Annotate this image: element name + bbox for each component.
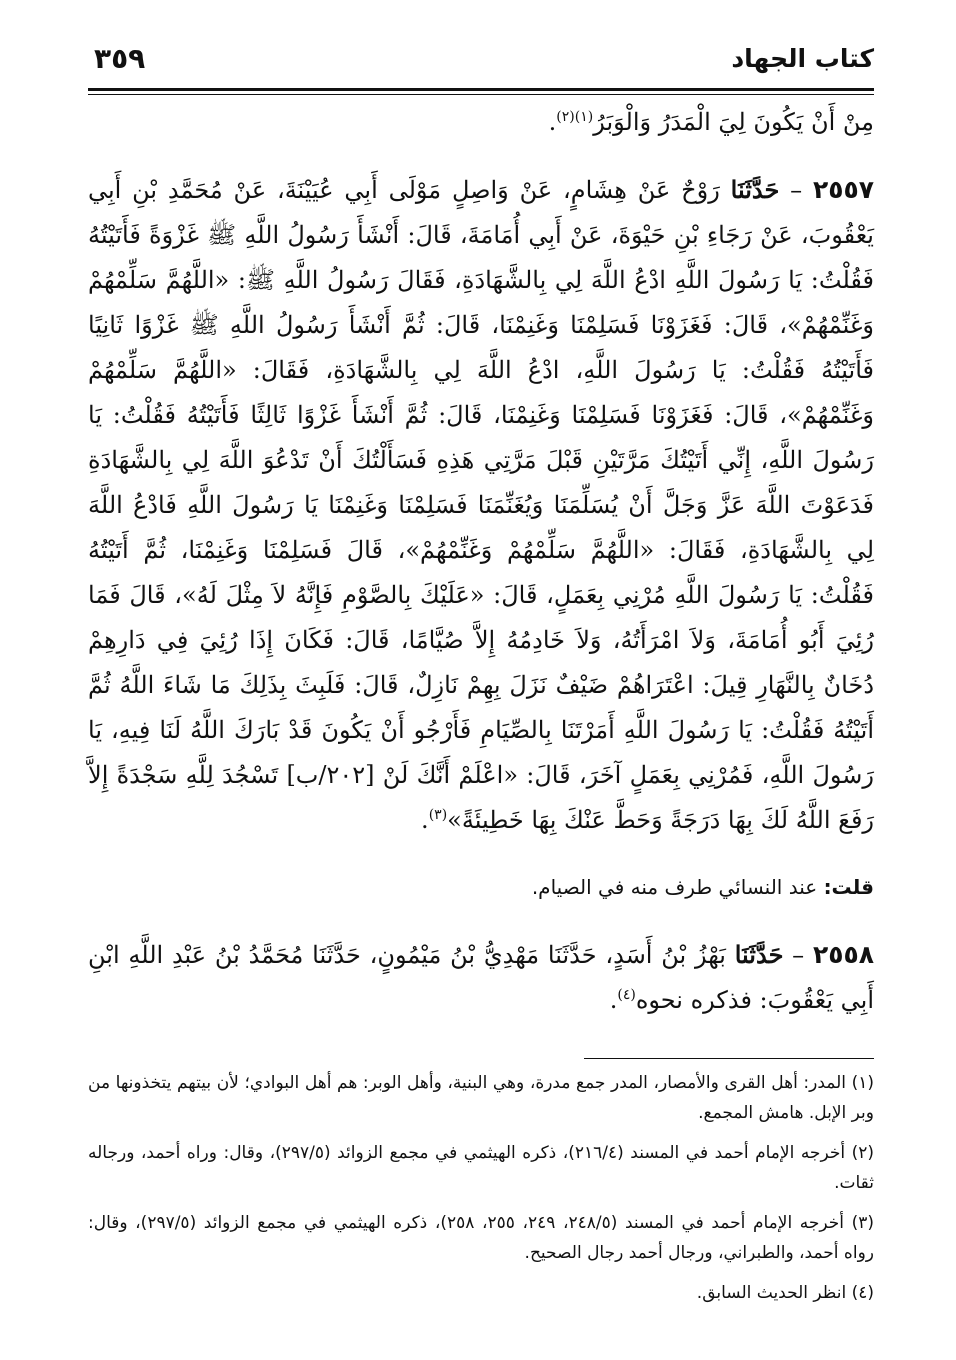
header-rule-thin [88,94,874,95]
main-text [88,100,874,1045]
book-title: كتاب الجهاد [731,44,874,73]
note-label: قلت: [823,875,874,899]
note-text: عند النسائي طرف منه في الصيام. [531,875,818,899]
intro-end: . [548,108,557,136]
footnote-text: المدر: أهل القرى والأمصار، المدر جمع مدرة، وهي البنية، وأهل الوبر: هم أهل البوادي؛ لأن بيتهم يتخذونها من وبر الإبل. هامش المجمع. [88,1073,874,1123]
hadith-end: . [421,806,429,834]
hadith-2558 [88,932,874,1023]
hadith-number: ٢٥٥٨ [812,940,874,969]
page-number: ٣٥٩ [94,42,146,75]
intro-text: مِنْ أَنْ يَكُونَ لِيَ الْمَدَرُ وَالْوَبَرُ [593,108,874,136]
footnote-number: (٢) [851,1143,874,1163]
editor-note [88,865,874,910]
hadith-2557 [88,167,874,843]
hadith-text: بَهْزُ بْنُ أَسَدٍ، حَدَّثَنَا مَهْدِيُّ بْنُ مَيْمُونٍ، حَدَّثَنَا مُحَمَّدُ بْنُ عَبْدِ اللَّهِ ابْنِ أَبِي يَعْقُوبَ: فذكره نحوه [88,941,874,1014]
footnote-ref: (٣) [428,807,448,823]
footnote-text: أخرجه الإمام أحمد في المسند (٢١٦/٤)، ذكره الهيثمي في مجمع الزوائد (٢٩٧/٥)، وقال: وراه أحمد، ورجاله ثقات. [88,1143,874,1193]
page-header [88,44,874,88]
hadith-text: رَوْحٌ عَنْ هِشَامٍ، عَنْ وَاصِلٍ مَوْلَى أَبِي عُيَيْنَةَ، عَنْ مُحَمَّدِ بْنِ أَبِي يَعْقُوبَ، عَنْ رَجَاءِ بْنِ حَيْوَةَ، عَنْ أَبِي أُمَامَةَ، قَالَ: أَنْشَأَ رَسُولُ اللَّهِ ﷺ غَزْوَةً فَأَتَيْتُهُ فَقُلْتُ: يَا رَسُولَ اللَّهِ ادْعُ اللَّهَ لِي بِالشَّهَادَةِ، فَقَالَ رَسُولُ اللَّهِ ﷺ: «اللَّهُمَّ سَلِّمْهُمْ وَغَنِّمْهُمْ»، قَالَ: فَغَزَوْنَا فَسَلِمْنَا وَغَنِمْنَا، قَالَ: ثُمَّ أَنْشَأَ رَسُولُ اللَّهِ ﷺ غَزْوًا ثَانِيًا فَأَتَيْتُهُ فَقُلْتُ: يَا رَسُولَ اللَّهِ، ادْعُ اللَّهَ لِي بِالشَّهَادَةِ، فَقَالَ: «اللَّهُمَّ سَلِّمْهُمْ وَغَنِّمْهُمْ»، قَالَ: فَغَزَوْنَا فَسَلِمْنَا وَغَنِمْنَا، قَالَ: ثُمَّ أَنْشَأَ غَزْوًا ثَالِثًا فَأَتَيْتُهُ فَقُلْتُ: يَا رَسُولَ اللَّهِ، إِنِّي أَتَيْتُكَ مَرَّتَيْنِ قَبْلَ مَرَّتِي هَذِهِ فَسَأَلْتُكَ أَنْ تَدْعُوَ اللَّهَ لِي بِالشَّهَادَةِ فَدَعَوْتَ اللَّهَ عَزَّ وَجَلَّ أَنْ يُسَلِّمَنَا وَيُغَنِّمَنَا فَسَلِمْنَا وَغَنِمْنَا يَا رَسُولَ اللَّهِ فَادْعُ اللَّهَ لِي بِالشَّهَادَةِ، فَقَالَ: «اللَّهُمَّ سَلِّمْهُمْ وَغَنِّمْهُمْ»، قَالَ فَسَلِمْنَا وَغَنِمْنَا، ثُمَّ أَتَيْتُهُ فَقُلْتُ: يَا رَسُولَ اللَّهِ مُرْنِي بِعَمَلٍ، قَالَ: «عَلَيْكَ بِالصَّوْمِ فَإِنَّهُ لاَ مِثْلَ لَهُ»، قَالَ فَمَا رُئِيَ أَبُو أُمَامَةَ، وَلاَ امْرَأَتُهُ، وَلاَ خَادِمُهُ إِلاَّ صُيَّامًا، قَالَ: فَكَانَ إِذَا رُئِيَ فِي دَارِهِمْ دُخَانٌ بِالنَّهَارِ قِيلَ: اعْتَرَاهُمْ ضَيْفٌ نَزَلَ بِهِمْ نَازِلٌ، قَالَ: فَلَبِثَ بِذَلِكَ مَا شَاءَ اللَّهُ ثُمَّ أَتَيْتُهُ فَقُلْتُ: يَا رَسُولَ اللَّهِ أَمَرْتَنَا بِالصِّيَامِ فَأَرْجُو أَنْ يَكُونَ قَدْ بَارَكَ اللَّهُ لَنَا فِيهِ، يَا رَسُولَ اللَّهِ، فَمُرْنِي بِعَمَلٍ آخَرَ، قَالَ: «اعْلَمْ أَنَّكَ لَنْ [٢٠٢/ب] تَسْجُدَ لِلَّهِ سَجْدَةً إِلاَّ رَفَعَ اللَّهُ لَكَ بِهَا دَرَجَةً وَحَطَّ عَنْكَ بِهَا خَطِيئَةً» [88,176,875,834]
footnote-number: (١) [851,1073,875,1093]
footnote [88,1068,874,1128]
header-rule-thick [88,88,874,91]
hadith-opener: حَدَّثَنَا [734,940,784,969]
hadith-dash: – [779,176,813,204]
footnote-rule [584,1058,874,1059]
hadith-end: . [609,986,618,1014]
hadith-opener: حَدَّثَنَا [730,175,780,204]
footnote-text: أخرجه الإمام أحمد في المسند (٢٤٨/٥، ٢٤٩، ٢٥٥، ٢٥٨)، ذكره الهيثمي في مجمع الزوائد (٢٩٧/٥)، وقال: رواه أحمد، والطبراني، ورجال أحمد رجال الصحيح. [88,1213,874,1263]
footnote [88,1278,874,1308]
footnote-ref: (١)(٢) [556,109,594,125]
footnote-ref: (٤) [617,987,636,1003]
footnote [88,1138,874,1198]
footnote-text: انظر الحديث السابق. [696,1283,847,1303]
hadith-number: ٢٥٥٧ [812,175,874,204]
footnotes [88,1068,874,1318]
intro-line [88,100,874,145]
hadith-dash: – [783,941,813,969]
footnote-number: (٤) [851,1283,874,1303]
footnote [88,1208,874,1268]
footnote-number: (٣) [851,1213,875,1233]
